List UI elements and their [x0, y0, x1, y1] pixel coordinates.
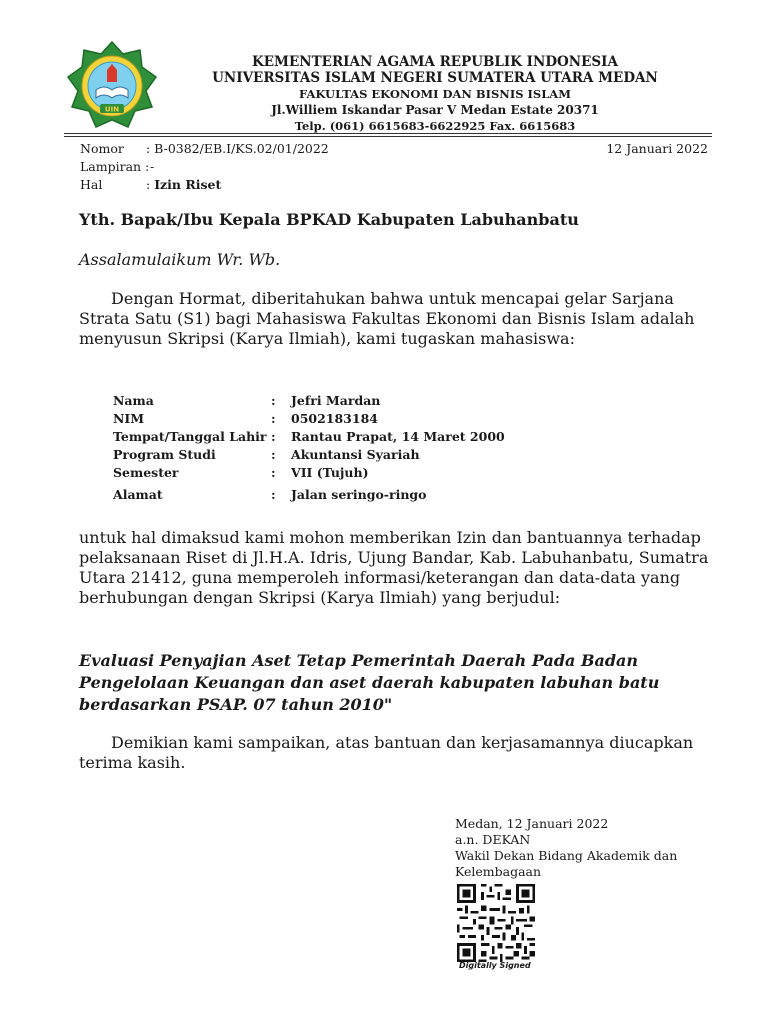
lampiran-value: -: [149, 159, 155, 174]
meta-nomor: [80, 140, 329, 158]
university-seal-icon: [66, 40, 158, 132]
letterhead-divider-thin: [64, 136, 712, 137]
salutation: Assalamulaikum Wr. Wb.: [79, 250, 281, 269]
nomor-value: : B-0382/EB.I/KS.02/01/2022: [146, 141, 329, 156]
letterhead-divider: [64, 133, 712, 134]
signature-position: Wakil Dekan Bidang Akademik dan Kelembagaan: [455, 848, 678, 879]
paragraph-intro-text: Dengan Hormat, diberitahukan bahwa untuk mencapai gelar Sarjana Strata Satu (S1) bagi Mahasiswa Fakultas Ekonomi dan Bisnis Islam adalah menyusun Skripsi (Karya Ilmiah), kami tugaskan mahasiswa:: [79, 289, 695, 348]
student-row-nama: [113, 392, 505, 410]
student-details: [113, 392, 505, 504]
signature-an: a.n. DEKAN: [455, 832, 531, 847]
recipient-address: Yth. Bapak/Ibu Kepala BPKAD Kabupaten Labuhanbatu: [79, 210, 579, 229]
field-colon: :: [271, 487, 276, 502]
field-label: Alamat: [113, 487, 163, 502]
letterhead-ministry: KEMENTERIAN AGAMA REPUBLIK INDONESIA: [252, 54, 618, 70]
field-colon: :: [271, 393, 276, 408]
hal-colon: :: [146, 177, 151, 192]
paragraph-request: untuk hal dimaksud kami mohon memberikan Izin dan bantuannya terhadap pelaksanaan Riset di Jl.H.A. Idris, Ujung Bandar, Kab. Labuhanbatu, Sumatra Utara 21412, guna memperoleh informasi/keterangan dan data-data yang berhubungan dengan Skripsi (Karya Ilmiah) yang berjudul:: [79, 528, 709, 607]
field-label: Program Studi: [113, 447, 216, 462]
field-label: Tempat/Tanggal Lahir: [113, 429, 267, 444]
paragraph-closing: [79, 733, 709, 773]
seal-text: UIN: [104, 105, 120, 114]
letter-meta: [80, 140, 329, 194]
digitally-signed-label: Digitally Signed: [459, 961, 531, 970]
field-label: NIM: [113, 411, 145, 426]
field-value: 0502183184: [291, 411, 378, 426]
student-row-ttl: [113, 428, 505, 446]
hal-value: Izin Riset: [154, 177, 222, 192]
field-value: Jalan seringo-ringo: [291, 487, 427, 502]
qr-code-icon: [457, 884, 535, 962]
nomor-label: Nomor: [80, 141, 124, 156]
letterhead-phone: Telp. (061) 6615683-6622925 Fax. 6615683: [294, 119, 576, 133]
hal-label: Hal: [80, 177, 103, 192]
field-value: Akuntansi Syariah: [291, 447, 420, 462]
student-row-alamat: [113, 486, 505, 504]
signature-place-date: Medan, 12 Januari 2022: [455, 816, 609, 831]
field-colon: :: [271, 429, 276, 444]
lampiran-label: Lampiran :: [80, 159, 150, 174]
meta-hal: [80, 176, 329, 194]
field-value: Rantau Prapat, 14 Maret 2000: [291, 429, 505, 444]
meta-lampiran: [80, 158, 329, 176]
field-colon: :: [271, 465, 276, 480]
signature-block: [455, 816, 705, 880]
thesis-title: Evaluasi Penyajian Aset Tetap Pemerintah Daerah Pada Badan Pengelolaan Keuangan dan aset daerah kabupaten labuhan batu berdasarkan PSAP. 07 tahun 2010": [79, 651, 660, 714]
student-row-semester: [113, 464, 505, 482]
field-colon: :: [271, 447, 276, 462]
letter-date: 12 Januari 2022: [606, 141, 708, 156]
paragraph-intro: [79, 289, 709, 349]
field-value: VII (Tujuh): [291, 465, 369, 480]
letterhead-address: Jl.Williem Iskandar Pasar V Medan Estate 20371: [271, 103, 599, 117]
paragraph-closing-text: Demikian kami sampaikan, atas bantuan dan kerjasamannya diucapkan terima kasih.: [79, 733, 694, 772]
letterhead-university: UNIVERSITAS ISLAM NEGERI SUMATERA UTARA MEDAN: [212, 70, 658, 86]
student-row-prodi: [113, 446, 505, 464]
field-colon: :: [271, 411, 276, 426]
letterhead-faculty: FAKULTAS EKONOMI DAN BISNIS ISLAM: [299, 87, 571, 101]
field-value: Jefri Mardan: [291, 393, 381, 408]
letterhead: [180, 54, 690, 134]
field-label: Semester: [113, 465, 179, 480]
field-label: Nama: [113, 393, 154, 408]
student-row-nim: [113, 410, 505, 428]
